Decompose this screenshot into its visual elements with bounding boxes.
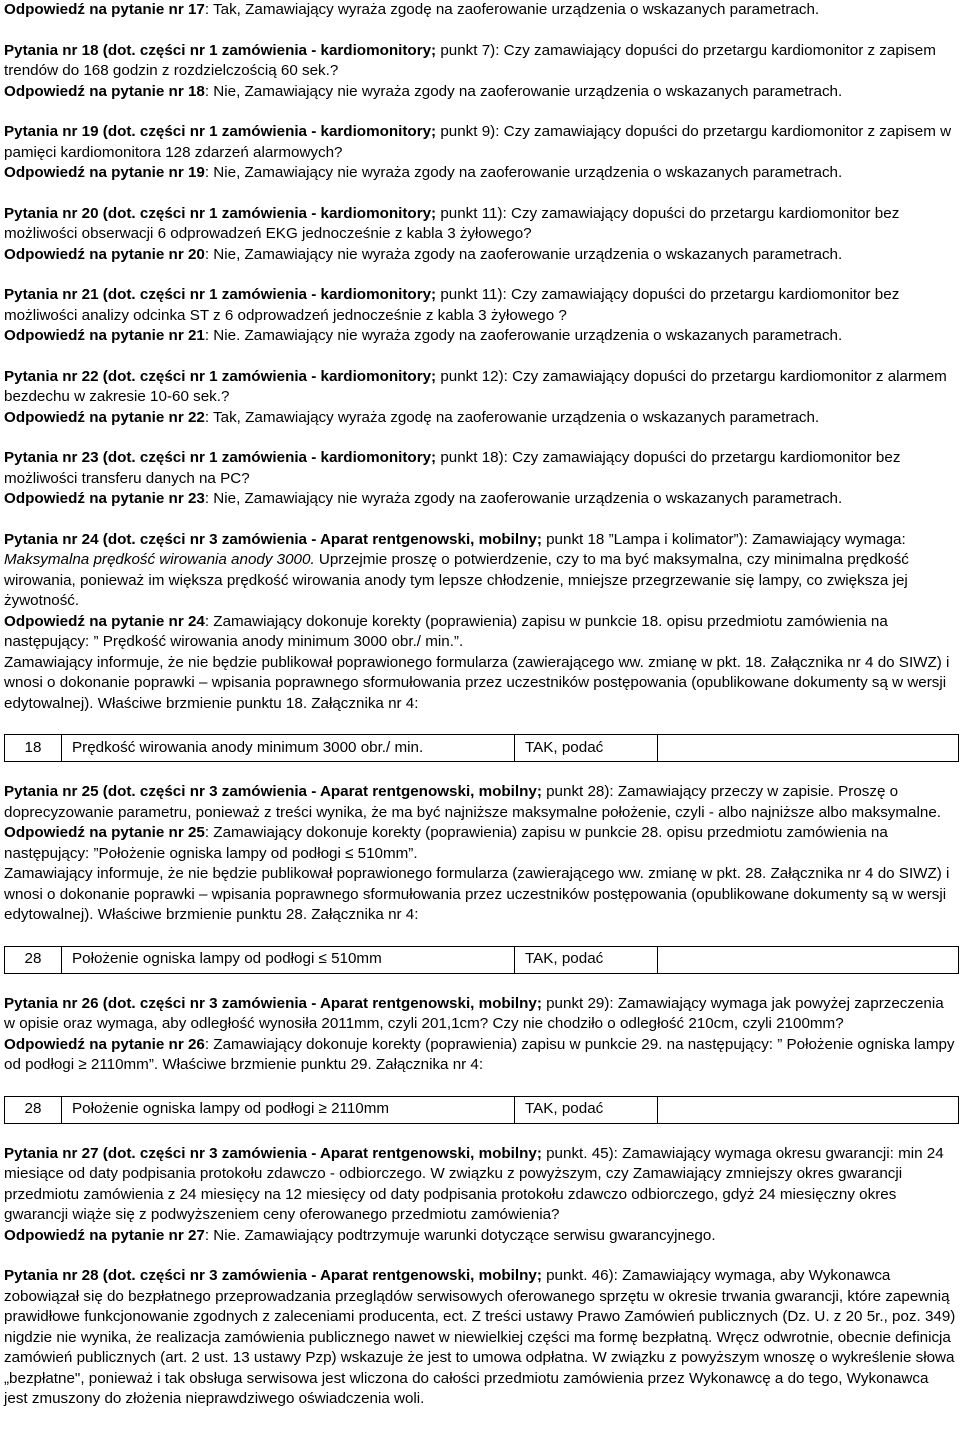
spec-table-29 xyxy=(4,1096,959,1124)
question-label: Pytania nr 27 (dot. części nr 3 zamówienia - Aparat rentgenowski, mobilny; xyxy=(4,1144,542,1162)
question-text: punkt 7): Czy zamawiający dopuści do przetargu kardiomonitor z zapisem trendów do 168 godzin z rozdzielczością 60 sek.? xyxy=(4,41,936,79)
answer-text: : Tak, Zamawiający wyraża zgodę na zaoferowanie urządzenia o wskazanych parametrach. xyxy=(204,1,820,18)
table-cell-empty xyxy=(658,946,959,973)
table-row xyxy=(5,1096,959,1123)
answer-text: : Zamawiający dokonuje korekty (poprawienia) zapisu w punkcie 29. na następujący: ” Położenie ogniska lampy od podłogi ≥ 2110mm”. Właściwe brzmienie punktu 29. Załącznika nr 4: xyxy=(4,1035,955,1073)
answer-label: Odpowiedź na pytanie nr 20 xyxy=(4,245,205,263)
table-cell-description: Położenie ogniska lampy od podłogi ≤ 510mm xyxy=(62,946,515,973)
question-25 xyxy=(4,782,956,823)
question-text: punkt 12): Czy zamawiający dopuści do przetargu kardiomonitor z alarmem bezdechu w zakresie 10-60 sek.? xyxy=(4,367,947,405)
question-text: punkt 18 ”Lampa i kolimator”): Zamawiający wymaga: xyxy=(541,530,906,548)
question-text: punkt. 45): Zamawiający wymaga okresu gwarancji: min 24 miesiące od daty podpisania protokołu zdawczo - odbiorczego. W związku z powyższym, czy Zamawiający zmniejszy okres gwarancji przedmiotu zamówienia z 24 miesięcy na 12 miesięcy od daty podpisania protokołu zdawczo odbiorczego, gdyż 24 miesięczny okres gwarancji wiąże się z podwyższeniem ceny oferowanego przedmiotu zamówienia? xyxy=(4,1144,944,1223)
question-18 xyxy=(4,41,956,82)
answer-text: : Nie. Zamawiający podtrzymuje warunki dotyczące serwisu gwarancyjnego. xyxy=(204,1226,716,1244)
question-quote: Maksymalna prędkość wirowania anody 3000. xyxy=(4,551,315,568)
answer-23 xyxy=(4,489,956,510)
question-27 xyxy=(4,1144,956,1226)
answer-text: : Zamawiający dokonuje korekty (poprawienia) zapisu w punkcie 28. opisu przedmiotu zamówienia na następujący: ”Położenie ogniska lampy od podłogi ≤ 510mm”. xyxy=(4,824,888,862)
question-text-continued: Uprzejmie proszę o potwierdzenie, czy to ma być maksymalna, czy minimalna prędkość wirowania, ponieważ im większa prędkość wirowania anody tym lepsze chłodzenie, mniejsze przegrzewanie się lampy, co zwiększa jej żywotność. xyxy=(4,551,909,609)
answer-label: Odpowiedź na pytanie nr 19 xyxy=(4,164,205,181)
note-25: Zamawiający informuje, że nie będzie publikował poprawionego formularza (zawierającego ww. zmianę w pkt. 28. Załącznika nr 4 do SIWZ) i wnosi o dokonanie poprawki – wpisania poprawnego sformułowania przez uczestników postępowania (opublikowane dokumenty są w wersji edytowalnej). Właściwe brzmienie punktu 28. Załącznika nr 4: xyxy=(4,865,950,923)
answer-25 xyxy=(4,823,956,864)
table-cell-value: TAK, podać xyxy=(515,735,658,762)
answer-19 xyxy=(4,163,956,184)
question-20 xyxy=(4,204,956,245)
answer-text: : Tak, Zamawiający wyraża zgodę na zaoferowanie urządzenia o wskazanych parametrach. xyxy=(204,408,820,426)
spec-table-28 xyxy=(4,946,959,974)
question-label: Pytania nr 26 (dot. części nr 3 zamówienia - Aparat rentgenowski, mobilny; xyxy=(4,994,542,1012)
question-label: Pytania nr 21 (dot. części nr 1 zamówienia - kardiomonitory; xyxy=(4,286,437,303)
answer-20 xyxy=(4,245,956,266)
question-19 xyxy=(4,122,956,163)
answer-18 xyxy=(4,82,956,103)
answer-24 xyxy=(4,612,956,653)
answer-text: : Nie, Zamawiający nie wyraża zgody na zaoferowanie urządzenia o wskazanych parametrach. xyxy=(204,164,843,181)
answer-label: Odpowiedź na pytanie nr 27 xyxy=(4,1226,205,1244)
question-label: Pytania nr 28 (dot. części nr 3 zamówienia - Aparat rentgenowski, mobilny; xyxy=(4,1267,542,1284)
answer-27 xyxy=(4,1226,956,1247)
note-24: Zamawiający informuje, że nie będzie publikował poprawionego formularza (zawierającego ww. zmianę w pkt. 18. Załącznika nr 4 do SIWZ) i wnosi o dokonanie poprawki – wpisania poprawnego sformułowania przez uczestników postępowania (opublikowane dokumenty są w wersji edytowalnej). Właściwe brzmienie punktu 18. Załącznika nr 4: xyxy=(4,653,950,712)
table-cell-description: Położenie ogniska lampy od podłogi ≥ 2110mm xyxy=(62,1096,515,1123)
question-label: Pytania nr 25 (dot. części nr 3 zamówienia - Aparat rentgenowski, mobilny; xyxy=(4,783,542,800)
answer-label: Odpowiedź na pytanie nr 24 xyxy=(4,612,205,630)
answer-text: : Nie. Zamawiający nie wyraża zgody na zaoferowanie urządzenia o wskazanych parametrach. xyxy=(204,327,843,344)
table-cell-value: TAK, podać xyxy=(515,946,658,973)
table-cell-empty xyxy=(658,735,959,762)
table-cell-number: 28 xyxy=(5,1096,62,1123)
table-cell-value: TAK, podać xyxy=(515,1096,658,1123)
table-cell-number: 28 xyxy=(5,946,62,973)
answer-label: Odpowiedź na pytanie nr 25 xyxy=(4,824,205,841)
question-21 xyxy=(4,285,956,326)
question-26 xyxy=(4,994,956,1035)
question-22 xyxy=(4,367,956,408)
answer-text: : Nie, Zamawiający nie wyraża zgody na zaoferowanie urządzenia o wskazanych parametrach. xyxy=(204,490,843,507)
table-row xyxy=(5,735,959,762)
question-23 xyxy=(4,448,956,489)
question-label: Pytania nr 19 (dot. części nr 1 zamówienia - kardiomonitory; xyxy=(4,123,437,140)
answer-text: : Nie, Zamawiający nie wyraża zgody na zaoferowanie urządzenia o wskazanych parametrach. xyxy=(204,82,843,100)
answer-label: Odpowiedź na pytanie nr 26 xyxy=(4,1035,205,1053)
question-label: Pytania nr 23 (dot. części nr 1 zamówienia - kardiomonitory; xyxy=(4,449,437,466)
question-label: Pytania nr 20 (dot. części nr 1 zamówienia - kardiomonitory; xyxy=(4,204,437,222)
question-text: punkt 18): Czy zamawiający dopuści do przetargu kardiomonitor bez możliwości transferu danych na PC? xyxy=(4,449,901,487)
table-row xyxy=(5,946,959,973)
question-text: punkt 11): Czy zamawiający dopuści do przetargu kardiomonitor bez możliwości analizy odcinka ST z 6 odprowadzeń jednocześnie z kabla 3 żyłowego ? xyxy=(4,286,900,324)
answer-26 xyxy=(4,1035,956,1076)
answer-21 xyxy=(4,326,956,347)
spec-table-18 xyxy=(4,734,959,762)
answer-label: Odpowiedź na pytanie nr 22 xyxy=(4,408,205,426)
question-text: punkt 11): Czy zamawiający dopuści do przetargu kardiomonitor bez możliwości obserwacji 6 odprowadzeń EKG jednocześnie z kabla 3 żyłowego? xyxy=(4,204,900,242)
answer-text: : Nie, Zamawiający nie wyraża zgody na zaoferowanie urządzenia o wskazanych parametrach. xyxy=(204,245,843,263)
answer-label: Odpowiedź na pytanie nr 18 xyxy=(4,82,205,100)
table-cell-description: Prędkość wirowania anody minimum 3000 obr./ min. xyxy=(62,735,515,762)
answer-label: Odpowiedź na pytanie nr 17 xyxy=(4,1,205,18)
answer-text: : Zamawiający dokonuje korekty (poprawienia) zapisu w punkcie 18. opisu przedmiotu zamówienia na następujący: ” Prędkość wirowania anody minimum 3000 obr./ min.”. xyxy=(4,612,888,650)
table-cell-empty xyxy=(658,1096,959,1123)
question-24 xyxy=(4,530,956,612)
table-cell-number: 18 xyxy=(5,735,62,762)
question-text: punkt 29): Zamawiający wymaga jak powyżej zaprzeczenia w opisie oraz wymaga, aby odległość wynosiła 2011mm, czyli 201,1cm? Czy nie chodziło o odległość 210cm, czyli 2100mm? xyxy=(4,994,944,1032)
answer-22 xyxy=(4,408,956,429)
question-text: punkt. 46): Zamawiający wymaga, aby Wykonawca zobowiązał się do bezpłatnego przeprowadzania przeglądów serwisowych oferowanego sprzętu w okresie trwania gwarancji, które zapewnią prawidłowe funkcjonowanie zgodnych z zaleceniami producenta, ect. Z treści ustawy Prawo Zamówień publicznych (Dz. U. z 20 5r., poz. 349) nigdzie nie wynika, że realizacja zamówienia publicznego nawet w niewielkiej części ma formę bezpłatną. Wręcz odwrotnie, obecnie definicja zamówień publicznych (art. 2 ust. 13 ustawy Pzp) wskazuje że jest to umowa odpłatna. W związku z powyższym wnoszę o wykreślenie słowa „bezpłatne", ponieważ i tak obsługa serwisowa jest wliczona do całości przedmiotu zamówienia przez Wykonawcę a do tego, Wykonawca jest zmuszony do złożenia nieprawdziwego oświadczenia woli. xyxy=(4,1267,956,1407)
question-28 xyxy=(4,1266,956,1410)
answer-label: Odpowiedź na pytanie nr 21 xyxy=(4,327,205,344)
answer-label: Odpowiedź na pytanie nr 23 xyxy=(4,490,205,507)
question-text: punkt 9): Czy zamawiający dopuści do przetargu kardiomonitor z zapisem w pamięci kardiomonitora 128 zdarzeń alarmowych? xyxy=(4,123,952,161)
answer-17 xyxy=(4,0,956,21)
question-label: Pytania nr 24 (dot. części nr 3 zamówienia - Aparat rentgenowski, mobilny; xyxy=(4,530,542,548)
question-label: Pytania nr 18 (dot. części nr 1 zamówienia - kardiomonitory; xyxy=(4,41,437,59)
question-text: punkt 28): Zamawiający przeczy w zapisie. Proszę o doprecyzowanie parametru, ponieważ z treści wynika, że ma być najniższe maksymalne położenie, czyli - albo najniższe albo maksymalne. xyxy=(4,783,941,821)
question-label: Pytania nr 22 (dot. części nr 1 zamówienia - kardiomonitory; xyxy=(4,367,437,385)
